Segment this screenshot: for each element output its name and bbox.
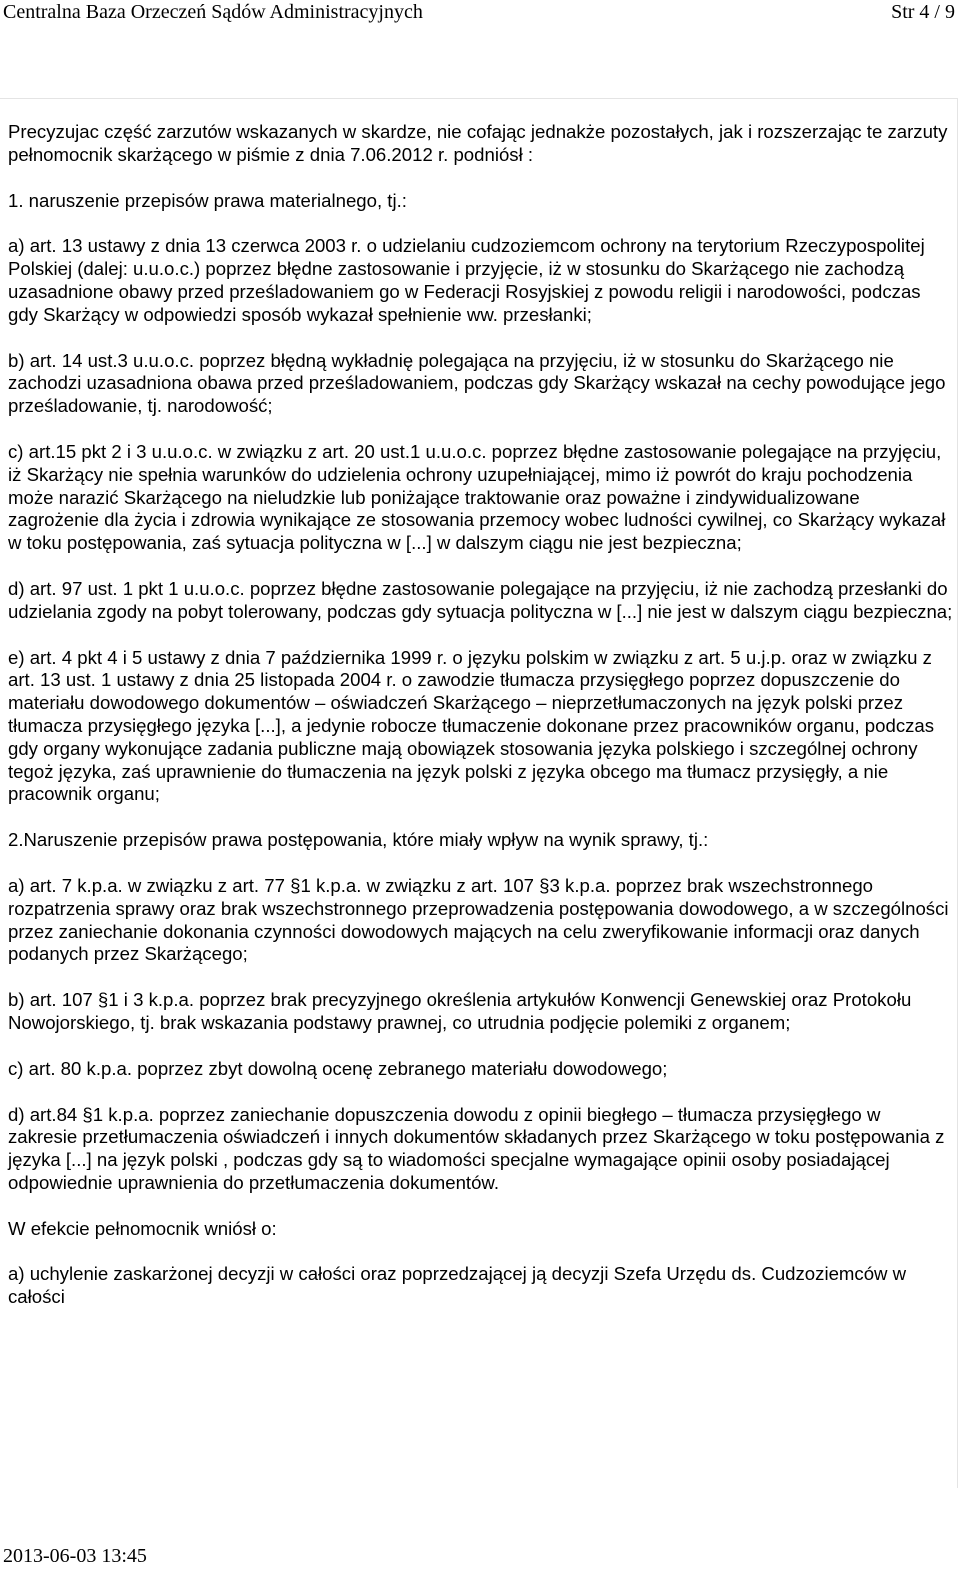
paragraph-procedural-d-art84: d) art.84 §1 k.p.a. poprzez zaniechanie dopuszczenia dowodu z opinii biegłego – tłumacza przysięgłego w zakresie przetłumaczenia oświadczeń i innych dokumentów składanych przez Skarżącego w toku postępowania z języka [...] na język polski , podczas gdy są to wiadomości specjalne wymagające opinii osoby posiadającej odpowiednie uprawnienia do przetłumaczenia dokumentów.: [8, 1103, 945, 1193]
paragraph-point-d-art97: d) art. 97 ust. 1 pkt 1 u.u.o.c. poprzez błędne zastosowanie polegające na przyjęciu, iż nie zachodzą przesłanki do udzielania zgody na pobyt tolerowany, podczas gdy sytuacja polityczna w [...] nie jest w dalszym ciągu bezpieczna;: [8, 577, 953, 622]
paragraph-point-c-art15: c) art.15 pkt 2 i 3 u.u.o.c. w związku z art. 20 ust.1 u.u.o.c. poprzez błędne zastosowanie polegające na przyjęciu, iż Skarżący nie spełnia warunków do udzielenia ochrony uzupełniającej, mimo iż powrót do kraju pochodzenia może narazić Skarżącego na nieludzkie lub poniżające traktowanie oraz poważne i zindywidualizowane zagrożenie dla życia i zdrowia wynikające ze stosowania przemocy wobec ludności cywilnej, co Skarżący wykazał w toku postępowania, zaś sytuacja polityczna w [...] w dalszym ciągu nie jest bezpieczna;: [8, 440, 946, 554]
paragraph-intro: Precyzujac część zarzutów wskazanych w skardze, nie cofając jednakże pozostałych, jak i rozszerzając te zarzuty pełnomocnik skarżącego w piśmie z dnia 7.06.2012 r. podniósł :: [8, 121, 948, 165]
paragraph-motion-a: a) uchylenie zaskarżonej decyzji w całości oraz poprzedzającej ją decyzji Szefa Urzędu ds. Cudzoziemców w całości: [8, 1263, 907, 1308]
print-timestamp: 2013-06-03 13:45: [3, 1545, 147, 1567]
paragraph-motion-heading: W efekcie pełnomocnik wniósł o:: [8, 1217, 277, 1239]
page-indicator: Str 4 / 9: [891, 1, 955, 23]
paragraph-procedural-b-art107: b) art. 107 §1 i 3 k.p.a. poprzez brak precyzyjnego określenia artykułów Konwencji Genewskiej oraz Protokołu Nowojorskiego, tj. brak wskazania podstawy prawnej, co utrudnia podjęcie polemiki z organem;: [8, 989, 912, 1033]
paragraph-point-a-art13: a) art. 13 ustawy z dnia 13 czerwca 2003 r. o udzielaniu cudzoziemcom ochrony na terytorium Rzeczypospolitej Polskiej (dalej: u.u.o.c.) poprzez błędne zastosowanie i przyjęcie, iż w stosunku do Skarżącego nie zachodzą uzasadnione obawy przed prześladowaniem go w Federacji Rosyjskiej z powodu religii i narodowości, podczas gdy Skarżący w odpowiedzi sposób wykazał spełnienie ww. przesłanki;: [8, 235, 925, 325]
paragraph-point-e-language-act: e) art. 4 pkt 4 i 5 ustawy z dnia 7 października 1999 r. o języku polskim w związku z art. 5 u.j.p. oraz w związku z art. 13 ust. 1 ustawy z dnia 25 listopada 2004 r. o zawodzie tłumacza przysięgłego poprzez dopuszczenie do materiału dowodowego dokumentów – oświadczeń Skarżącego – nieprzetłumaczonych na język polski przez tłumacza przysięgłego języka [...], a jedynie robocze tłumaczenie dokonane przez pracowników organu, podczas gdy organy wykonujące zadania publiczne mają obowiązek stosowania języka polskiego i szczególnej ochrony tegoż języka, zaś uprawnienie do tłumaczenia na język polski z języka obcego ma tłumacz przysięgły, a nie pracownik organu;: [8, 646, 935, 805]
paragraph-point-b-art14: b) art. 14 ust.3 u.u.o.c. poprzez błędną wykładnię polegająca na przyjęciu, iż w stosunku do Skarżącego nie zachodzi uzasadniona obawa przed prześladowaniem, podczas gdy Skarżący wskazał na cechy powodujące jego prześladowanie, tj. narodowość;: [8, 349, 946, 417]
page-header: [0, 0, 960, 30]
paragraph-substantive-law-heading: 1. naruszenie przepisów prawa materialnego, tj.:: [8, 189, 407, 211]
site-title: Centralna Baza Orzeczeń Sądów Administracyjnych: [3, 1, 423, 23]
paragraph-procedural-a-art7: a) art. 7 k.p.a. w związku z art. 77 §1 k.p.a. w związku z art. 107 §3 k.p.a. poprzez brak wszechstronnego rozpatrzenia sprawy oraz brak wszechstronnego przeprowadzenia postępowania dowodowego, a w szczególności przez zaniechanie dokonania czynności dowodowych mających na celu zweryfikowanie informacji oraz danych podanych przez Skarżącego;: [8, 874, 949, 965]
paragraph-procedural-c-art80: c) art. 80 k.p.a. poprzez zbyt dowolną ocenę zebranego materiału dowodowego;: [8, 1057, 668, 1079]
paragraph-procedural-law-heading: 2.Naruszenie przepisów prawa postępowania, które miały wpływ na wynik sprawy, tj.:: [8, 829, 709, 851]
document-body: [8, 121, 953, 1309]
